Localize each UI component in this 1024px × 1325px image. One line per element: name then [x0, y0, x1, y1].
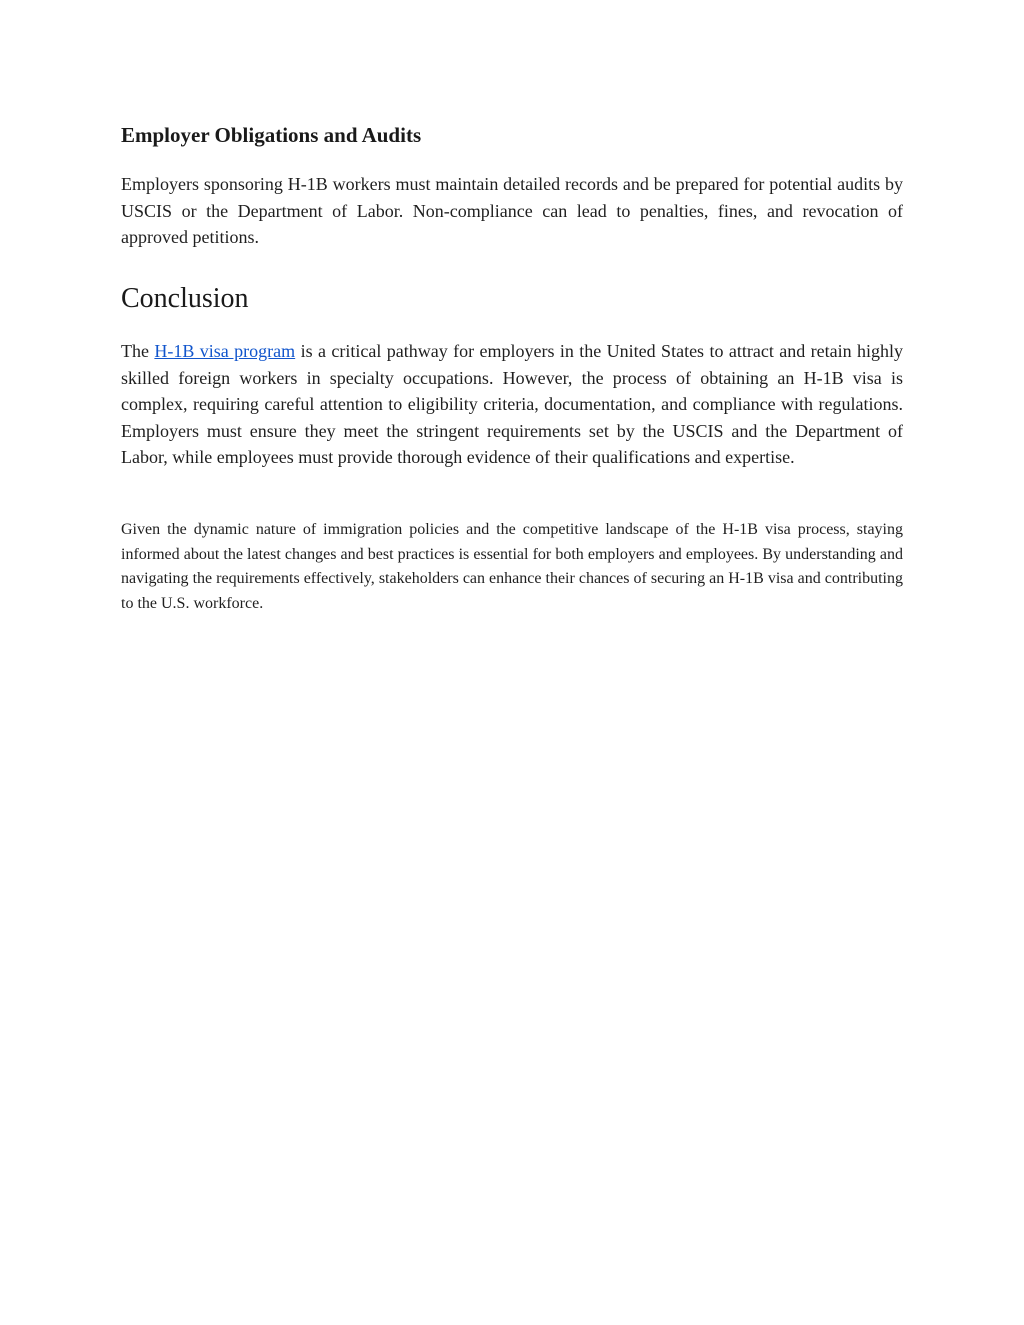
- conclusion-paragraph-2: Given the dynamic nature of immigration policies and the competitive landscape of the H-1B visa process, staying informed about the latest changes and best practices is essential for both employers and employees. By understanding and navigating the requirements effectively, stakeholders can enhance their chances of securing an H-1B visa and contributing to the U.S. workforce.: [121, 521, 903, 612]
- conclusion-paragraph-1: [121, 338, 903, 471]
- section-paragraph: Employers sponsoring H-1B workers must maintain detailed records and be prepared for potential audits by USCIS or the Department of Labor. Non-compliance can lead to penalties, fines, and revocation of approved petitions.: [121, 174, 903, 247]
- conclusion-paragraph-1-rest: is a critical pathway for employers in the United States to attract and retain highly skilled foreign workers in specialty occupations. However, the process of obtaining an H-1B visa is complex, requiring careful attention to eligibility criteria, documentation, and compliance with regulations. Employers must ensure they meet the stringent requirements set by the USCIS and the Department of Labor, while employees must provide thorough evidence of their qualifications and expertise.: [121, 341, 903, 467]
- conclusion-heading: Conclusion: [121, 283, 249, 314]
- h1b-visa-program-link[interactable]: H-1B visa program: [154, 341, 296, 361]
- conclusion-paragraph-1-lead: The: [121, 341, 155, 361]
- section-heading: Employer Obligations and Audits: [121, 123, 422, 147]
